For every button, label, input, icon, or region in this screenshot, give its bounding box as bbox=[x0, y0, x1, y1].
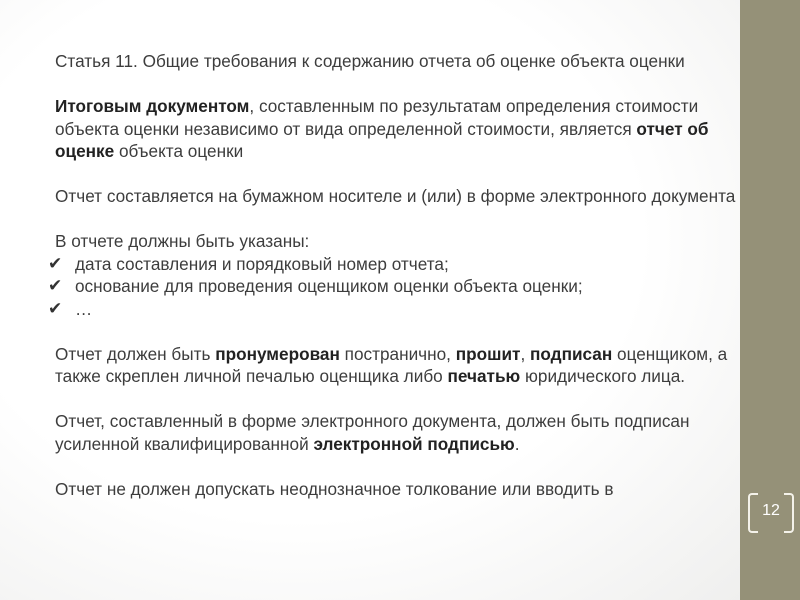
slide-content bbox=[48, 50, 740, 523]
text-span: объекта оценки bbox=[114, 141, 244, 161]
checkmark-icon: ✔ bbox=[48, 276, 63, 295]
text-span: юридического лица. bbox=[520, 366, 686, 386]
text-span: Отчет, составленный в форме электронного документа, должен быть подписан усиленной квалифицированной bbox=[55, 411, 690, 454]
bold-stitched: прошит bbox=[455, 343, 521, 364]
bold-seal: печатью bbox=[447, 366, 521, 386]
checkmark-icon: ✔ bbox=[48, 298, 63, 318]
text-span: . bbox=[514, 433, 520, 454]
text-span: Отчет должен быть bbox=[55, 343, 216, 364]
checkmark-icon: ✔ bbox=[48, 253, 63, 273]
text-span: оценщиком, а также скреплен личной печалью оценщика либо bbox=[55, 343, 728, 386]
paragraph-report-medium: Отчет составляется на бумажном носителе и (или) в форме электронного документа bbox=[55, 186, 736, 206]
paragraph-electronic bbox=[55, 410, 740, 455]
article-heading: Статья 11. Общие требования к содержанию отчета об оценке объекта оценки bbox=[55, 51, 685, 71]
paragraph-ambiguity: Отчет не должен допускать неоднозначное толкование или вводить в bbox=[55, 478, 614, 499]
paragraph-numbering bbox=[55, 343, 740, 388]
bold-numbered: пронумерован bbox=[215, 343, 340, 364]
list-item-text: … bbox=[75, 298, 93, 319]
list-item-text: дата составления и порядковый номер отчета; bbox=[75, 253, 449, 274]
requirements-list bbox=[48, 253, 740, 321]
list-item-text: основание для проведения оценщиком оценки объекта оценки; bbox=[75, 276, 583, 296]
bold-final-document: Итоговым документом bbox=[55, 96, 250, 116]
list-item bbox=[48, 275, 740, 298]
page-number: 12 bbox=[762, 502, 780, 519]
bold-report: отчет об оценке bbox=[55, 118, 709, 161]
bold-e-signature: электронной подписью bbox=[313, 433, 515, 454]
paragraph-final-document bbox=[55, 95, 740, 163]
text-span: , составленным по результатам определения стоимости объекта оценки независимо от вида определенной стоимости, является bbox=[55, 96, 699, 139]
list-item bbox=[48, 253, 740, 276]
list-item bbox=[48, 298, 740, 321]
bold-signed: подписан bbox=[530, 343, 613, 364]
text-span: , bbox=[520, 343, 530, 364]
text-span: постранично, bbox=[339, 343, 456, 364]
list-intro: В отчете должны быть указаны: bbox=[55, 231, 310, 251]
page-number-badge bbox=[748, 493, 794, 531]
